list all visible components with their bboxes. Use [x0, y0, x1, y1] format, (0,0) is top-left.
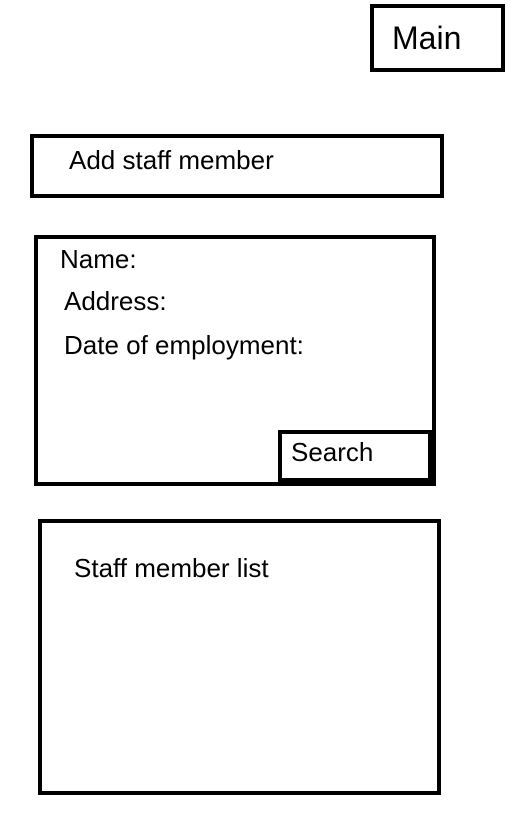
address-field-label: Address:	[64, 286, 167, 316]
search-button[interactable]	[278, 430, 432, 482]
main-button[interactable]	[370, 4, 505, 72]
search-button-label: Search	[291, 437, 374, 467]
date-of-employment-field-label: Date of employment:	[64, 330, 304, 360]
staff-form-panel	[34, 235, 436, 486]
staff-member-list-title: Staff member list	[74, 553, 269, 583]
name-field-label: Name:	[60, 244, 137, 274]
main-button-label: Main	[392, 20, 462, 56]
staff-member-list-panel	[38, 519, 441, 795]
add-staff-member-button[interactable]	[30, 134, 444, 198]
add-staff-member-label: Add staff member	[69, 145, 274, 175]
